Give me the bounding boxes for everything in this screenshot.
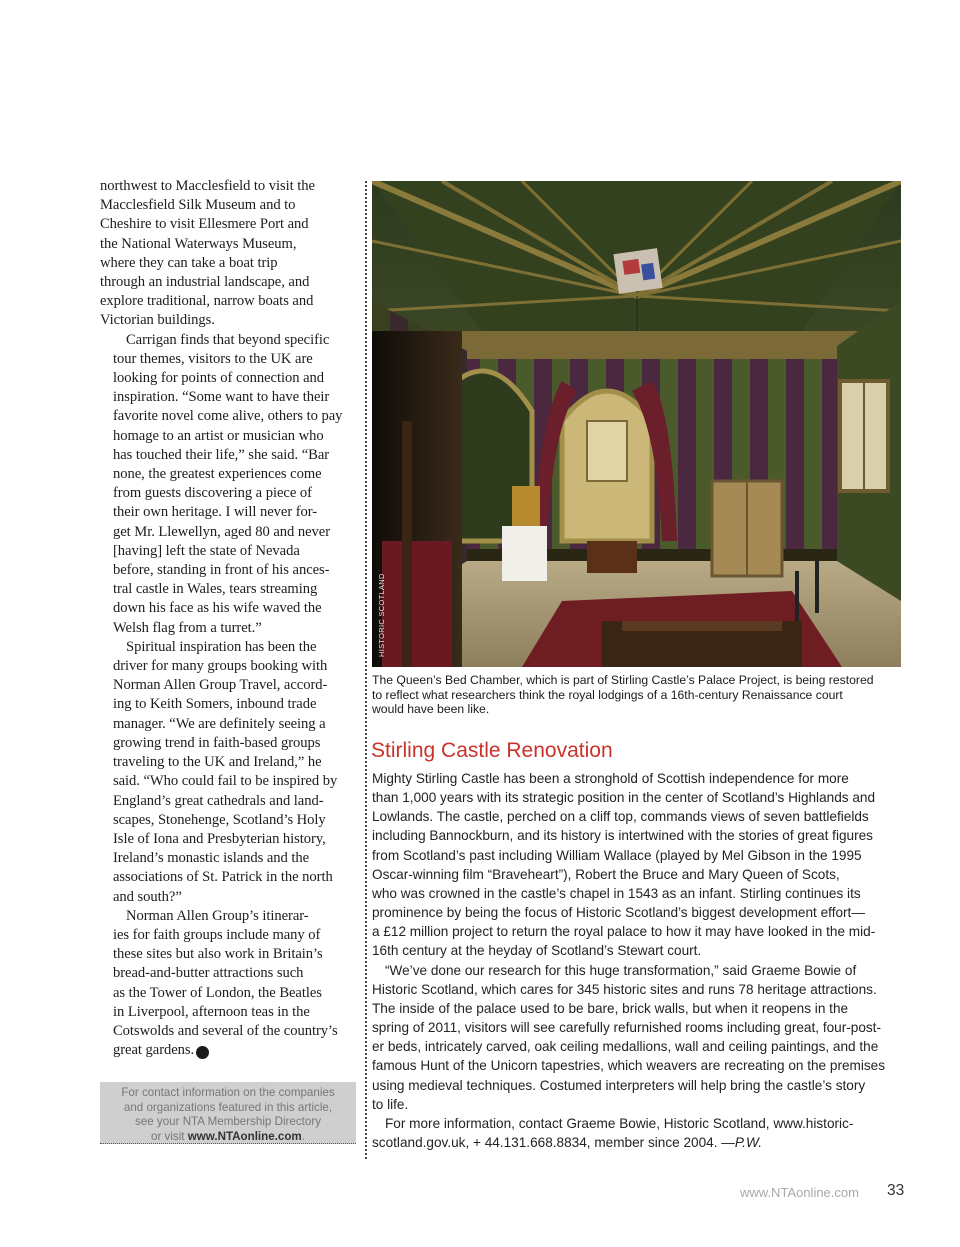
right-paragraph-3-line-2 [372, 1133, 912, 1152]
text-line: Isle of Iona and Presbyterian history, [113, 830, 326, 847]
text-line: through an industrial landscape, and [100, 274, 310, 291]
text-line: Cheshire to visit Ellesmere Port and [100, 216, 309, 233]
text-line: great gardens. C [113, 1042, 216, 1059]
text-line: famous Hunt of the Unicorn tapestries, which weavers are recreating on the premises [372, 1058, 886, 1074]
nta-website-link[interactable]: www.NTAonline.com [187, 1129, 302, 1143]
text-line: Welsh flag from a turret.” [113, 619, 262, 636]
text-line: in Liverpool, afternoon teas in the [113, 1003, 310, 1020]
contact-line-4-suffix: . [301, 1129, 305, 1143]
photo-credit: HISTORIC SCOTLAND [377, 573, 386, 657]
text-line: from Scotland’s past including William Wallace (played by Mel Gibson in the 1995 [372, 847, 862, 863]
caption-line-1: The Queen’s Bed Chamber, which is part of Stirling Castle’s Palace Project, is being restored [372, 673, 874, 687]
text-line: using medieval techniques. Costumed interpreters will help bring the castle’s story [372, 1077, 866, 1093]
left-paragraph-3 [100, 638, 356, 907]
text-line: driver for many groups booking with [113, 658, 328, 675]
author-signature: P.W. [734, 1134, 763, 1150]
end-of-article-icon: C [196, 1046, 209, 1059]
footer-url[interactable]: www.NTAonline.com [740, 1185, 859, 1200]
text-line: Historic Scotland, which cares for 345 historic sites and runs 78 heritage attractions. [372, 981, 877, 997]
text-line: Ireland’s monastic islands and the [113, 850, 310, 867]
text-line: a £12 million project to return the royal palace to how it may have looked in the mid- [372, 924, 876, 940]
text-line: homage to an artist or musician who [113, 427, 324, 444]
text-line: England’s great cathedrals and land- [113, 792, 324, 809]
right-body [372, 769, 912, 1152]
text-line: favorite novel come alive, others to pay [113, 408, 343, 425]
text-line: before, standing in front of his ances- [113, 562, 330, 579]
text-line: has touched their life,” she said. “Bar [113, 446, 330, 463]
text-line: explore traditional, narrow boats and [100, 293, 314, 310]
left-paragraph-2 [100, 331, 356, 638]
text-line: growing trend in faith-based groups [113, 734, 321, 751]
contact-line-3: see your NTA Membership Directory [135, 1115, 321, 1129]
text-line: scapes, Stonehenge, Scotland’s Holy [113, 811, 326, 828]
column-divider [365, 181, 367, 1159]
contact-line-4-prefix: or visit [151, 1129, 188, 1143]
caption-line-3: would have been like. [372, 702, 490, 717]
text-line: The inside of the palace used to be bare, brick walls, but when it reopens in the [372, 1000, 849, 1016]
contact-info-box [100, 1082, 356, 1144]
text-line: get Mr. Llewellyn, aged 80 and never [113, 523, 331, 540]
text-line: these sites but also work in Britain’s [113, 946, 323, 963]
text-line: Cotswolds and several of the country’s [113, 1022, 338, 1039]
text-line: Mighty Stirling Castle has been a stronghold of Scottish independence for more [372, 771, 849, 786]
text-line: tour themes, visitors to the UK are [113, 350, 313, 367]
text-line: the National Waterways Museum, [100, 235, 297, 252]
text-line: Lowlands. The castle, perched on a cliff top, commands views of seven battlefields [372, 809, 869, 825]
bed-chamber-photo [372, 181, 901, 667]
text-line: looking for points of connection and [113, 370, 324, 387]
right-paragraph-2 [372, 961, 912, 1114]
text-line: Norman Allen Group’s itinerar- [126, 907, 309, 924]
text-line: northwest to Macclesfield to visit the [100, 178, 315, 194]
text-line: Carrigan finds that beyond specific [126, 331, 330, 348]
bed-chamber-illustration [372, 181, 901, 667]
text-line: “We’ve done our research for this huge transformation,” said Graeme Bowie of [385, 962, 857, 978]
text-line: who was crowned in the castle’s chapel in 1543 as an infant. Stirling continues its [372, 885, 861, 901]
text-line: spring of 2011, visitors will see carefully refurnished rooms including great, four-post- [372, 1020, 881, 1036]
text-line: [having] left the state of Nevada [113, 542, 300, 559]
left-paragraph-1 [100, 177, 356, 331]
contact-line-1: For contact information on the companies [121, 1086, 335, 1099]
section-title: Stirling Castle Renovation [371, 739, 613, 762]
page-number: 33 [887, 1182, 905, 1199]
text-line: none, the greatest experiences come [113, 466, 322, 483]
text-line: down his face as his wife waved the [113, 600, 322, 617]
text-line: Spiritual inspiration has been the [126, 638, 317, 655]
text-line: prominence by being the focus of Historic Scotland’s biggest development effort— [372, 905, 865, 921]
text-line: Macclesfield Silk Museum and to [100, 197, 296, 214]
text-line: ies for faith groups include many of [113, 926, 321, 943]
text-line: inspiration. “Some want to have their [113, 389, 330, 406]
text-line: Norman Allen Group Travel, accord- [113, 677, 328, 694]
text-line: ing to Keith Somers, inbound trade [113, 696, 317, 713]
right-paragraph-1 [372, 769, 912, 961]
text-line: Victorian buildings. [100, 312, 215, 329]
text-line: including Bannockburn, and its history is intertwined with the stories of great figures [372, 828, 873, 844]
text-line: where they can take a boat trip [100, 254, 278, 271]
text-line: traveling to the UK and Ireland,” he [113, 754, 322, 771]
text-line: from guests discovering a piece of [113, 485, 312, 502]
right-paragraph-3 [372, 1114, 912, 1152]
text-line: and south?” [113, 888, 182, 905]
text-line: than 1,000 years with its strategic position in the center of Scotland’s Highlands and [372, 790, 876, 806]
left-column [100, 177, 356, 1060]
text-line: their own heritage. I will never for- [113, 504, 318, 521]
contact-line-2: and organizations featured in this article, [123, 1100, 333, 1114]
text-line: bread-and-butter attractions such [113, 965, 304, 982]
text-line: 16th century at the heyday of Scotland’s Stewart court. [372, 943, 702, 959]
left-paragraph-4 [100, 907, 356, 1061]
caption-line-2: to reflect what researchers think the royal lodgings of a 16th-century Renaissance court [372, 687, 843, 702]
right-paragraph-3-line-2-text: scotland.gov.uk, + 44.131.668.8834, member since 2004. — [372, 1134, 735, 1150]
text-line: manager. “We are definitely seeing a [113, 715, 326, 732]
text-line: er beds, intricately carved, oak ceiling medallions, wall and ceiling paintings, and the [372, 1039, 879, 1055]
text-line: associations of St. Patrick in the north [113, 869, 333, 886]
text-line: tral castle in Wales, tears streaming [113, 581, 318, 598]
contact-line-4 [100, 1130, 356, 1145]
right-paragraph-3-line-1: For more information, contact Graeme Bowie, Historic Scotland, www.historic- [385, 1115, 854, 1131]
text-line: to life. [372, 1096, 409, 1112]
text-line: Oscar-winning film “Braveheart”), Robert the Bruce and Mary Queen of Scots, [372, 866, 840, 882]
photo-caption [372, 673, 912, 717]
text-line: as the Tower of London, the Beatles [113, 984, 322, 1001]
text-line: said. “Who could fail to be inspired by [113, 773, 338, 790]
